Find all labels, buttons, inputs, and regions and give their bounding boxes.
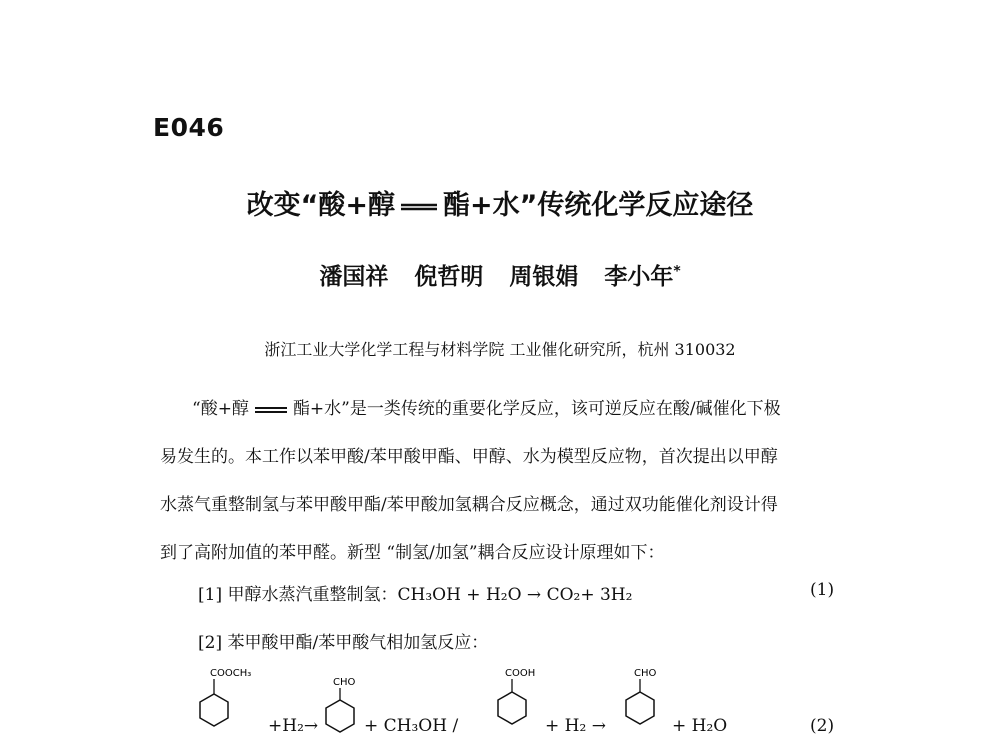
paper-code: E046 [153,113,225,142]
methyl-benzoate-structure [192,666,252,741]
equilibrium-arrow-icon [253,403,289,417]
paper-title [0,183,1000,222]
paragraph-line-4: 到了高附加值的苯甲醛。新型 “制氢/加氢”耦合反应设计原理如下： [160,543,665,563]
benzaldehyde-structure [618,664,678,741]
reaction-2-label: [2] 苯甲酸甲酯/苯甲酸气相加氢反应： [198,633,489,653]
reaction-1-label: [1] 甲醇水蒸汽重整制氢： [198,585,398,605]
paragraph-line-2: 易发生的。本工作以苯甲酸/苯甲酸甲酯、甲醇、水为模型反应物，首次提出以甲醇 [160,447,778,467]
reaction-1-equation: CH₃OH + H₂O → CO₂+ 3H₂ [397,585,633,605]
reaction-1 [198,580,632,605]
para1-part-1: “酸+醇 [192,399,249,419]
author: 倪哲明 [414,264,484,290]
para1-part-2: 酯+水”是一类传统的重要化学反应，该可逆反应在酸/碱催化下极 [292,399,781,419]
mol2-group-label: CHO [333,677,356,688]
author: 潘国祥 [319,264,389,290]
mol1-group-label: COOCH₃ [210,668,252,679]
paragraph-line-1 [192,394,781,419]
affiliation: 浙江工业大学化学工程与材料学院 工业催化研究所，杭州 310032 [264,340,736,359]
author: 周银娟 [509,264,579,290]
author-list [0,258,1000,291]
equation-number-1: (1) [810,580,835,600]
equation-number-2: (2) [810,716,835,736]
title-part-2: 酯+水”传统化学反应途径 [443,190,754,221]
benzoic-acid-structure [490,664,550,741]
author-name: 李小年 [604,264,674,290]
mol4-group-label: CHO [634,668,657,679]
author-corresponding [604,264,680,290]
reaction-operator-4: + H₂O [672,716,728,736]
reaction-operator-3: + H₂ → [545,716,606,736]
mol3-group-label: COOH [505,668,536,679]
reaction-operator-1: +H₂→ [268,716,319,736]
corresponding-mark: * [673,263,681,280]
reaction-operator-2: + CH₃OH / [364,716,459,736]
equilibrium-arrow-icon [399,199,439,215]
title-part-1: 改变“酸+醇 [246,190,395,221]
paragraph-line-3: 水蒸气重整制氢与苯甲酸甲酯/苯甲酸加氢耦合反应概念，通过双功能催化剂设计得 [160,495,778,515]
